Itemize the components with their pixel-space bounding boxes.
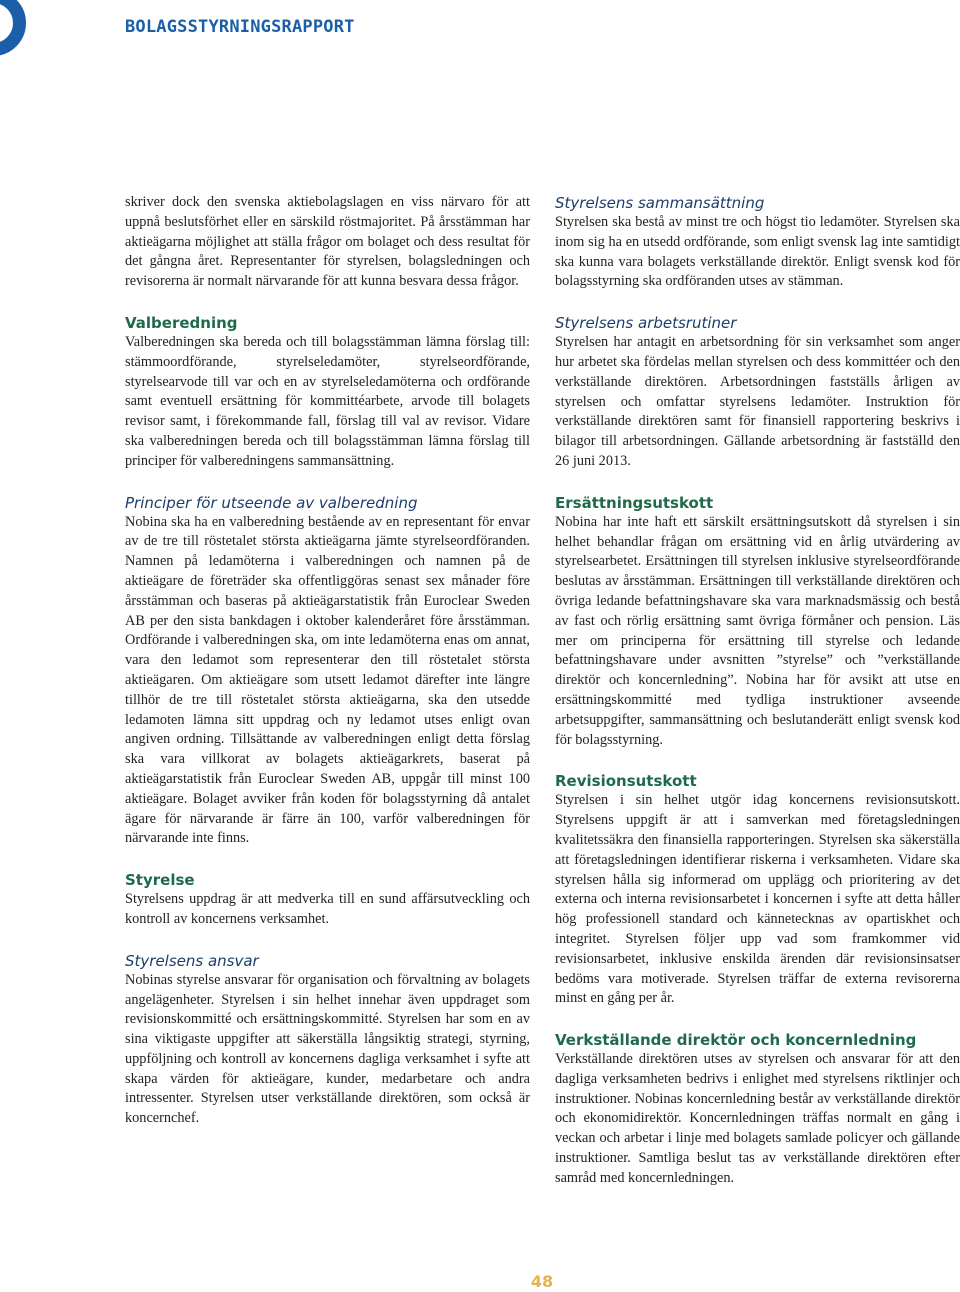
paragraph-valberedning: Valberedningen ska bereda och till bolagsstämman lämna förslag till: stämmoordförande, styrelseledamöter, styrelseordförande, styrelsearvode till var och en av styrelseledamöterna och ordförande samt eventuell ersättning för kommittéarbete, arvode till bolagets revisor samt, i förekommande fall, förslag till val av revisor. Vidare ska valberedningen bereda och till bolagsstämman lämna förslag till principer för valberedningens sammansättning. [125, 333, 530, 469]
heading-valberedning: Valberedning [125, 313, 238, 332]
section-header-title: BOLAGSSTYRNINGSRAPPORT [125, 17, 355, 37]
heading-vd-koncernledning: Verkställande direktör och koncernledning [555, 1031, 917, 1050]
heading-arbetsrutiner: Styrelsens arbetsrutiner [555, 314, 737, 333]
heading-revisionsutskott: Revisionsutskott [555, 772, 697, 791]
heading-styrelsens-ansvar: Styrelsens ansvar [125, 951, 259, 970]
left-text-column [125, 193, 530, 1129]
heading-ersattningsutskott: Ersättningsutskott [555, 493, 714, 512]
page-number: 48 [530, 1272, 554, 1291]
heading-styrelse: Styrelse [125, 871, 195, 890]
heading-principer: Principer för utseende av valberedning [125, 493, 418, 512]
paragraph-vd-koncernledning: Verkställande direktören utses av styrelsen och ansvarar för att den dagliga verksamheten bedrivs i enlighet med styrelsens riktlinjer och instruktioner. Nobinas koncernledning består av verkställande direktör och ekonomidirektör. Koncernledningen träffas normalt en gång i veckan och arbetar i linje med bolagets samlade policyer och gällande instruktioner. Samtliga beslut tas av verkställande direktören efter samråd med koncernledningen. [555, 1051, 960, 1186]
paragraph-ersattningsutskott: Nobina har inte haft ett särskilt ersättningsutskott då styrelsen i sin helhet behandlar frågan om ersättning vid en årlig utvärdering av styrelsearbetet. Ersättningen till styrelsen inklusive styrelseordförande beslutas av årsstämman. Ersättningen till verkställande direktören och övriga ledande befattningshavare ska vara marknadsmässig och bestå av fast och rörlig ersättning samt övriga förmåner och pension. Läs mer om principerna för ersättning till styrelse och ledande befattningshavare under avsnitten ”styrelse” och ”verkställande direktör och koncernledning”. Nobina har för avsikt att utse en ersättningskommitté med tydliga instruktioner avseende arbetsuppgifter, sammansättning och beslutanderätt enligt svensk kod för bolagsstyrning. [555, 513, 960, 748]
paragraph-arbetsrutiner: Styrelsen har antagit en arbetsordning för sin verksamhet som anger hur arbetet ska fördelas mellan styrelsen och dess kommittéer och den verkställande direktören. Arbetsordningen fastställs årligen av styrelsen och omfattar styrelsens ledamöter. Instruktion för verkställande direktören samt för finansiell rapportering beskrivs i bilagor till arbetsordningen. Gällande arbetsordning är fastställd den 26 juni 2013. [555, 334, 960, 469]
heading-sammansattning: Styrelsens sammansättning [555, 194, 765, 212]
paragraph-styrelse: Styrelsens uppdrag är att medverka till en sund affärsutveckling och kontroll av koncernens verksamhet. [125, 891, 530, 927]
paragraph-sammansattning: Styrelsen ska bestå av minst tre och högst tio ledamöter. Styrelsen ska inom sig ha en utsedd ordförande, som enligt svensk lag inte samtidigt ska kunna vara bolagets verkställande direktör. Enligt svensk kod för bolagsstyrning ska ordföranden utses av stämman. [555, 214, 960, 290]
intro-paragraph: skriver dock den svenska aktiebolagslagen en viss närvaro för att uppnå beslutsförhet eller en särskild röstmajoritet. På årsstämman har aktieägarna möjlighet att ställa frågor om bolaget och dess resultat för det gångna året. Representanter för styrelsen, bolagsledningen och revisorerna är normalt närvarande för att kunna besvara dessa frågor. [125, 194, 530, 290]
right-text-column [555, 193, 960, 1189]
paragraph-principer: Nobina ska ha en valberedning bestående av en representant för envar av de tre till röstetalet största aktieägarna jämte styrelseordföranden. Namnen på ledamöterna i valberedningen och namnen på de aktieägare de företräder ska offentliggöras senast sex månader före årsstämman och baseras på aktieägarstatistik från Euroclear Sweden AB per den sista bankdagen i oktober kalenderåret före årsstämman. Ordförande i valberedningen ska, om inte ledamöterna enas om annat, vara den ledamot som representerar den till röstetalet största aktieägaren. Om aktieägare som utsett ledamot därefter inte längre tillhör de tre till röstetalet största aktieägarna, ska den utsedde ledamoten lämna sitt uppdrag och ny ledamot utses enligt ovan angiven ordning. Tillsättande av valberedningen enligt detta förslag ska vara villkorat av bolagets aktieägarkrets, baserat på aktieägarstatistik från Euroclear Sweden AB, uppgår till minst 100 aktieägare. Bolaget avviker från koden för bolagsstyrning då antalet ägare för närvarande är färre än 100, varför valberedningen för närvarande inte finns. [125, 513, 530, 847]
paragraph-styrelsens-ansvar: Nobinas styrelse ansvarar för organisation och förvaltning av bolagets angelägenheter. Styrelsen i sin helhet innehar även uppdraget som revisionskommitté och ersättningskommitté. Styrelsen har som en av sina viktigaste uppgifter att säkerställa långsiktig strategi, styrning, uppföljning och kontroll av koncernens dagliga verksamhet i syfte att skapa värden för aktieägare, kunder, medarbetare och andra intressenter. Styrelsen utser verkställande direktören, som också är koncernchef. [125, 971, 530, 1127]
paragraph-revisionsutskott: Styrelsen i sin helhet utgör idag koncernens revisionsutskott. Styrelsens uppgift är att i samverkan med företagsledningen kvalitetssäkra den finansiella rapporteringen. Styrelsen ska säkerställa att företagsledningen identifierar riskerna i verksamheten. Vidare ska styrelsen hålla sig informerad om upplägg och prioritering av det externa och interna revisionsarbetet i koncernen i syfte att detta håller hög professionell standard och kännetecknas av opartiskhet och integritet. Styrelsen följer upp vad som framkommer vid revisionsarbetet, inklusive enskilda ärenden där revisionsinsatser bedöms vara motiverade. Styrelsen träffar de externa revisorerna minst en gång per år. [555, 792, 960, 1007]
partial-ring-logo-icon [0, 0, 26, 56]
